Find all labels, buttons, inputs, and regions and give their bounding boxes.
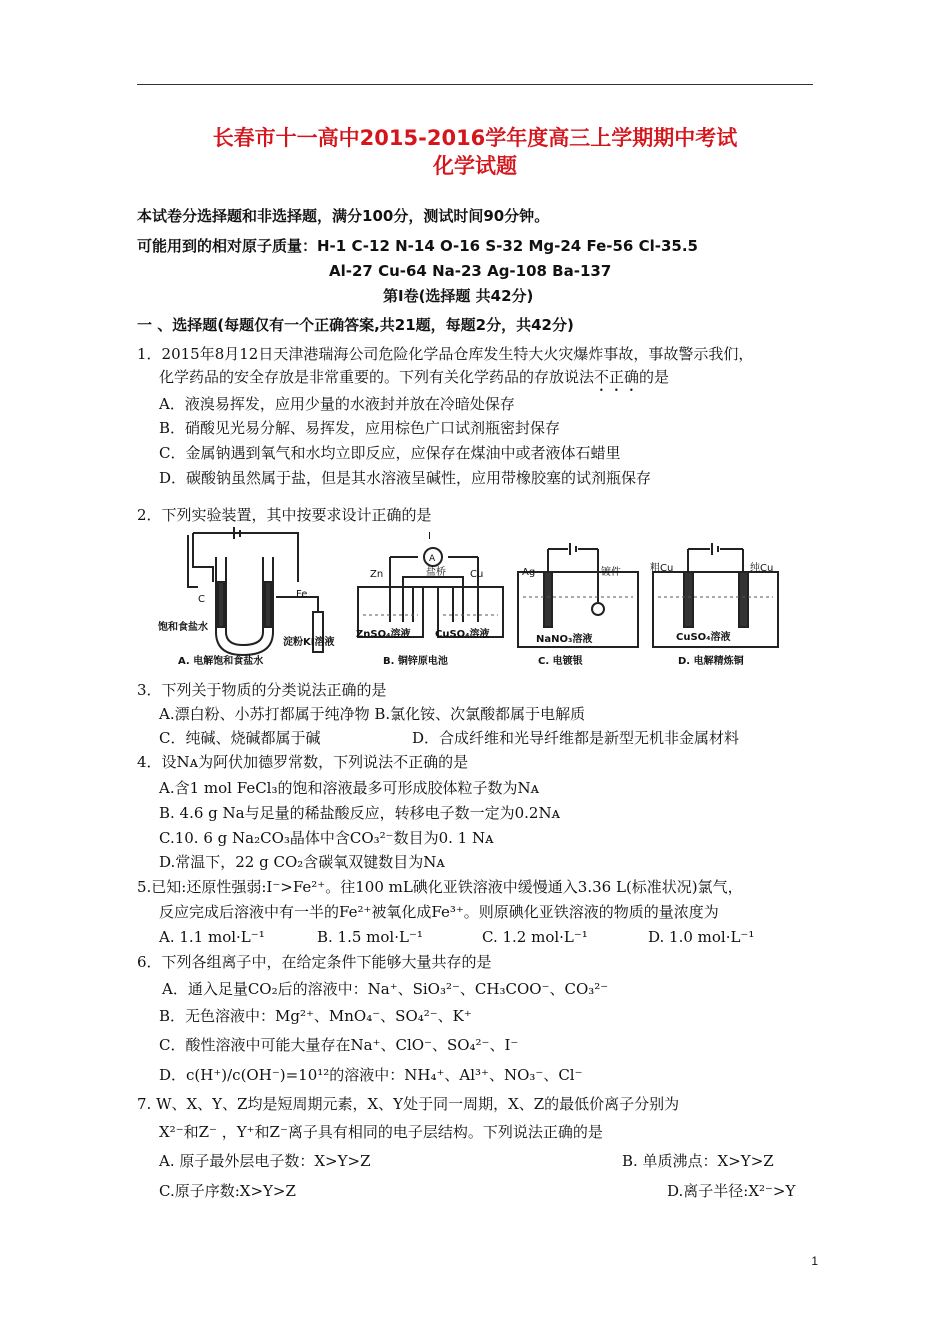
q6-option-d: D．c(H⁺)/c(OH⁻)=10¹²的溶液中：NH₄⁺、Al³⁺、NO₃⁻、Cl⁻	[159, 1066, 583, 1084]
label-c-sol: NaNO₃溶液	[536, 634, 593, 645]
q6-stem: 6．下列各组离子中，在给定条件下能够大量共存的是	[137, 953, 492, 971]
atomic-mass-line-2: Al-27 Cu-64 Na-23 Ag-108 Ba-137	[329, 262, 612, 280]
q5-stem-2: 反应完成后溶液中有一半的Fe²⁺被氧化成Fe³⁺。则原碘化亚铁溶液的物质的量浓度为	[159, 903, 719, 921]
q4-option-b: B. 4.6 g Na与足量的稀盐酸反应，转移电子数一定为0.2Nᴀ	[159, 804, 561, 822]
label-b-sol2: CuSO₄溶液	[435, 629, 490, 640]
section-heading: 一 、选择题(每题仅有一个正确答案,共21题，每题2分，共42分)	[137, 316, 574, 334]
q4-stem: 4．设Nᴀ为阿伏加德罗常数，下列说法不正确的是	[137, 753, 469, 771]
apparatus-c	[518, 543, 638, 647]
q1-option-d: D．碳酸钠虽然属于盐，但是其水溶液呈碱性，应用带橡胶塞的试剂瓶保存	[159, 469, 652, 487]
q6-option-a: A．通入足量CO₂后的溶液中：Na⁺、SiO₃²⁻、CH₃COO⁻、CO₃²⁻	[162, 980, 609, 998]
q7-option-c: C.原子序数:X>Y>Z	[159, 1182, 296, 1200]
intro-line: 本试卷分选择题和非选择题，满分100分，测试时间90分钟。	[137, 207, 550, 225]
q3-option-c: C．纯碱、烧碱都属于碱	[159, 729, 321, 747]
q1-option-c: C．金属钠遇到氧气和水均立即反应，应保存在煤油中或者液体石蜡里	[159, 444, 621, 462]
label-b-ammeter: A	[429, 554, 436, 564]
label-d-sol: CuSO₄溶液	[676, 632, 731, 643]
q7-option-b: B. 单质沸点：X>Y>Z	[622, 1152, 774, 1170]
part-heading: 第Ⅰ卷(选择题 共42分)	[383, 287, 534, 305]
q3-options-ab: A.漂白粉、小苏打都属于纯净物 B.氯化铵、次氯酸都属于电解质	[159, 705, 586, 723]
label-a-c: C	[198, 594, 205, 605]
label-d-crude: 粗Cu	[650, 563, 674, 574]
q7-option-d: D.离子半径:X²⁻>Y	[667, 1182, 796, 1200]
q5-option-a: A. 1.1 mol·L⁻¹	[159, 928, 265, 946]
exam-title: 长春市十一高中2015-2016学年度高三上学期期中考试	[212, 126, 738, 150]
caption-d: D. 电解精炼铜	[678, 656, 744, 667]
label-b-cu: Cu	[470, 569, 484, 580]
label-a-fe: Fe	[296, 589, 308, 600]
q4-option-c: C.10. 6 g Na₂CO₃晶体中含CO₃²⁻数目为0. 1 Nᴀ	[159, 829, 494, 847]
q1-stem: 1．2015年8月12日天津港瑞海公司危险化学品仓库发生特大火灾爆炸事故，事故警示我们，	[137, 345, 754, 363]
q6-option-b: B．无色溶液中：Mg²⁺、MnO₄⁻、SO₄²⁻、K⁺	[159, 1007, 472, 1025]
label-a-ki: 淀粉KI溶液	[283, 637, 335, 648]
q6-option-c: C．酸性溶液中可能大量存在Na⁺、ClO⁻、SO₄²⁻、I⁻	[159, 1036, 519, 1054]
label-a-sat: 饱和食盐水	[158, 622, 208, 633]
q7-option-a: A. 原子最外层电子数：X>Y>Z	[159, 1152, 371, 1170]
caption-a: A. 电解饱和食盐水	[178, 656, 264, 667]
label-b-zn: Zn	[370, 569, 384, 580]
q5-option-d: D. 1.0 mol·L⁻¹	[648, 928, 755, 946]
atomic-mass-line: 可能用到的相对原子质量：H-1 C-12 N-14 O-16 S-32 Mg-24 Fe-56 Cl-35.5	[137, 237, 698, 255]
label-c-ag: Ag	[522, 567, 536, 578]
label-c-part: 镀件	[601, 567, 621, 578]
q4-option-a: A.含1 mol FeCl₃的饱和溶液最多可形成胶体粒子数为Nᴀ	[159, 779, 540, 797]
label-b-sol1: ZnSO₄溶液	[356, 629, 411, 640]
q1-option-a: A．液溴易挥发，应用少量的水液封并放在冷暗处保存	[159, 395, 515, 413]
q5-stem: 5.已知:还原性强弱:I⁻>Fe²⁺。往100 mL碘化亚铁溶液中缓慢通入3.36 L(标准状况)氯气，	[137, 878, 743, 896]
label-b-bridge: 盐桥	[426, 567, 446, 578]
q5-option-b: B. 1.5 mol·L⁻¹	[317, 928, 423, 946]
q1-option-b: B．硝酸见光易分解、易挥发，应用棕色广口试剂瓶密封保存	[159, 419, 561, 437]
q1-stem-2: 化学药品的安全存放是非常重要的。下列有关化学药品的存放说法不正确的是	[159, 368, 670, 386]
q3-stem: 3．下列关于物质的分类说法正确的是	[137, 681, 387, 699]
label-b-i: I	[428, 531, 431, 542]
q7-stem: 7. W、X、Y、Z均是短周期元素，X、Y处于同一周期，X、Z的最低价离子分别为	[137, 1095, 680, 1113]
q2-apparatus-figure	[158, 527, 792, 670]
label-d-pure: 纯Cu	[750, 563, 774, 574]
q5-option-c: C. 1.2 mol·L⁻¹	[482, 928, 588, 946]
q3-option-d: D．合成纤维和光导纤维都是新型无机非金属材料	[412, 729, 740, 747]
q7-stem-2: X²⁻和Z⁻ ，Y⁺和Z⁻离子具有相同的电子层结构。下列说法正确的是	[159, 1123, 603, 1141]
q2-stem: 2．下列实验装置，其中按要求设计正确的是	[137, 506, 432, 524]
caption-b: B. 铜锌原电池	[383, 656, 448, 667]
page-number: 1	[811, 1254, 818, 1268]
exam-subtitle: 化学试题	[433, 154, 517, 178]
q4-option-d: D.常温下，22 g CO₂含碳氧双键数目为Nᴀ	[159, 853, 445, 871]
caption-c: C. 电镀银	[538, 656, 583, 667]
top-rule	[137, 84, 813, 85]
